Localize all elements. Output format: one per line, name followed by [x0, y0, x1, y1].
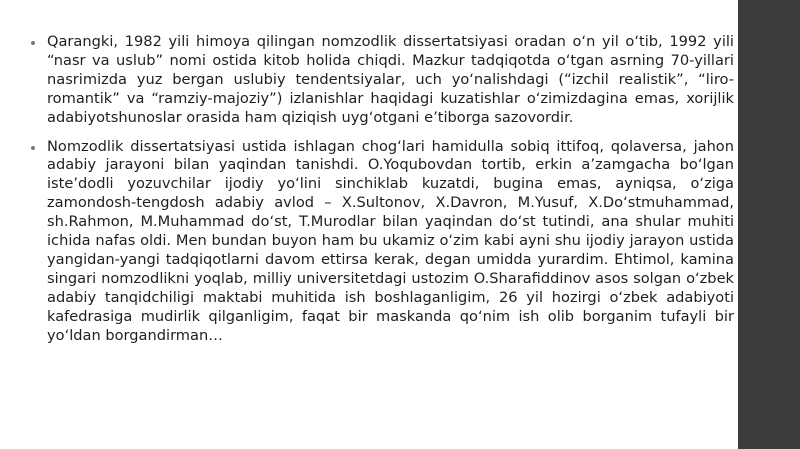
- bullet-text-2: Nomzodlik dissertatsiyasi ustida ishlagan chog‘lari hamidulla sobiq ittifoq, qolaversa, jahon adabiy jarayoni bilan yaqindan tanishdi. O.Yoqubovdan tortib, erkin a’zamgacha bo‘lgan iste’dodli yozuvchilar ijodiy yo‘lini sinchiklab kuzatdi, bugina emas, ayniqsa, o‘ziga zamondosh-tengdosh adabiy avlod – X.Sultonov, X.Davron, M.Yusuf, X.Do‘stmuhammad, sh.Rahmon, M.Muhammad do‘st, T.Murodlar bilan yaqindan do‘st tutindi, ana shular muhiti ichida nafas oldi. Men bundan buyon ham bu ukamiz o‘zim kabi ayni shu ijodiy jarayon ustida yangidan-yangi tadqiqotlarni davom ettirsa kerak, degan umidda yurardim. Ehtimol, kamina singari nomzodlikni yoqlab, milliy universitetdagi ustozim O.Sharafiddinov asos solgan o‘zbek adabiy tanqidchiligi maktabi muhitida ish boshlaganligim, 26 yil hozirgi o‘zbek adabiyoti kafedrasiga mudirlik qilganligim, faqat bir maskanda qo‘nim ish olib borganim tufayli bir yo‘ldan borgandirman…: [47, 137, 734, 344]
- slide-content: [30, 33, 734, 356]
- bullet-item-1: [30, 33, 734, 128]
- bullet-text-1: Qarangki, 1982 yili himoya qilingan nomzodlik dissertatsiyasi oradan o‘n yil o‘tib, 1992 yili “nasr va uslub” nomi ostida kitob holida chiqdi. Mazkur tadqiqotda o‘tgan asrning 70-yillari nasrimizda yuz bergan uslubiy tendentsiyalar, uch yo‘nalishdagi (“izchil realistik”, “liro-romantik” va “ramziy-majoziy”) izlanishlar haqidagi kuzatishlar o‘zimizdagina emas, xorijlik adabiyotshunoslar orasida ham qiziqish uyg‘otgani e’tiborga sazovordir.: [47, 33, 734, 126]
- bullet-dot-icon: [31, 41, 35, 45]
- side-bar: [738, 0, 800, 449]
- bullet-dot-icon: [31, 146, 35, 150]
- bullet-item-2: [30, 138, 734, 346]
